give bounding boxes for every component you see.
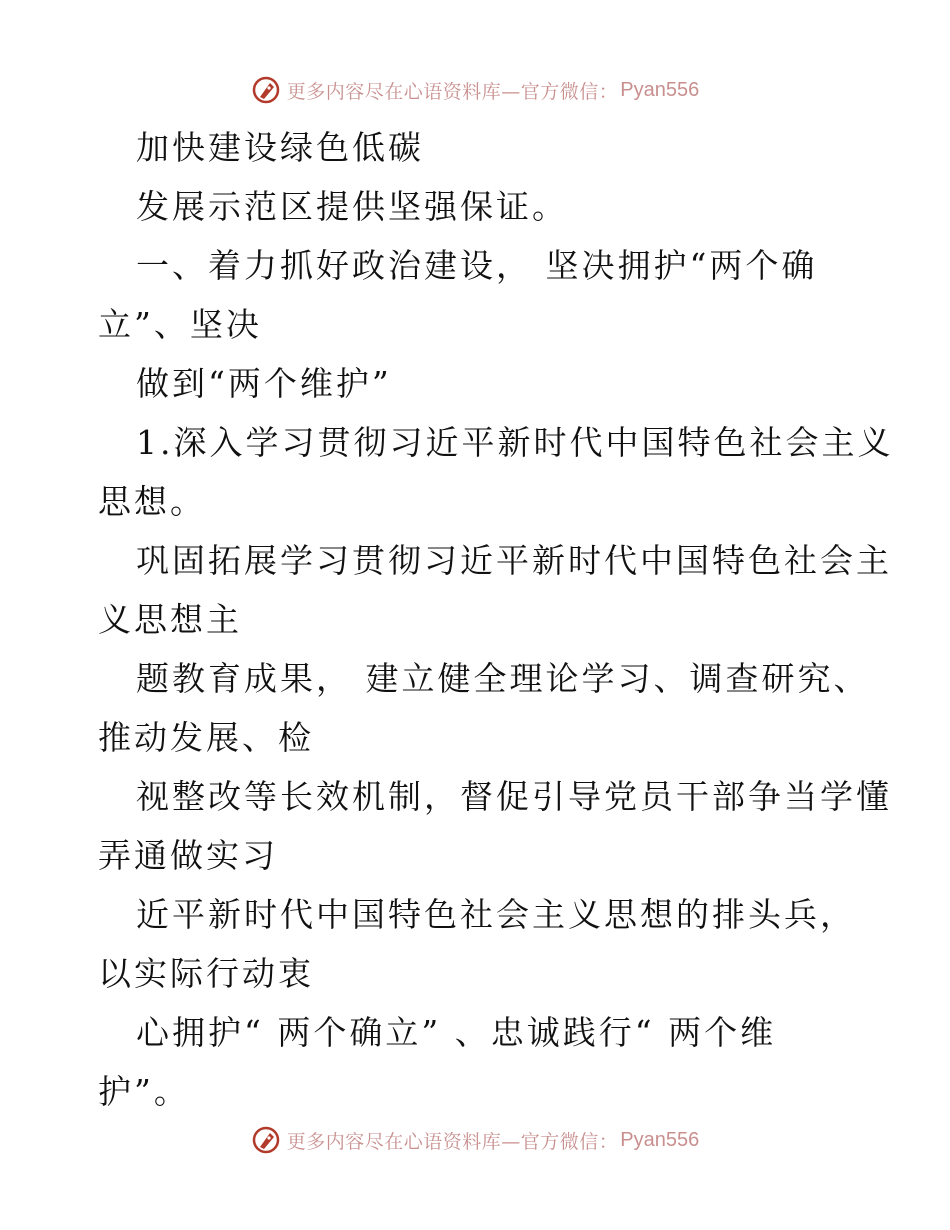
text-line: 思想。 <box>98 482 206 521</box>
footer-banner <box>0 1120 950 1160</box>
text-line: 以实际行动衷 <box>98 954 314 993</box>
text-line: 做到“两个维护” <box>136 364 392 403</box>
wechat-id: Pyan556 <box>620 78 700 101</box>
wechat-id: Pyan556 <box>620 1128 700 1151</box>
text-line: 一、着力抓好政治建设， 坚决拥护“两个确 <box>136 246 818 285</box>
text-line: 题教育成果， 建立健全理论学习、调查研究、 <box>136 659 870 698</box>
pen-nib-logo-icon <box>251 1125 281 1155</box>
text-line: 心拥护“ 两个确立” 、忠诚践行“ 两个维 <box>136 1013 777 1052</box>
banner-text: 更多内容尽在心语资料库—官方微信： <box>286 1130 619 1153</box>
text-line: 弄通做实习 <box>98 836 278 875</box>
text-line: 近平新时代中国特色社会主义思想的排头兵， <box>136 895 856 934</box>
text-line: 加快建设绿色低碳 <box>136 128 424 167</box>
header-banner <box>0 70 950 110</box>
text-line: 立”、坚决 <box>98 305 262 344</box>
banner-text: 更多内容尽在心语资料库—官方微信： <box>286 80 619 103</box>
text-line: 发展示范区提供坚强保证。 <box>136 187 568 226</box>
text-line: 视整改等长效机制，督促引导党员干部争当学懂 <box>136 777 892 816</box>
text-line: 义思想主 <box>98 600 242 639</box>
text-line: 1.深入学习贯彻习近平新时代中国特色社会主义 <box>136 423 894 462</box>
pen-nib-logo-icon <box>251 75 281 105</box>
text-line: 巩固拓展学习贯彻习近平新时代中国特色社会主 <box>136 541 892 580</box>
document-body <box>98 118 894 1121</box>
text-line: 推动发展、检 <box>98 718 314 757</box>
text-line: 护”。 <box>98 1072 190 1111</box>
